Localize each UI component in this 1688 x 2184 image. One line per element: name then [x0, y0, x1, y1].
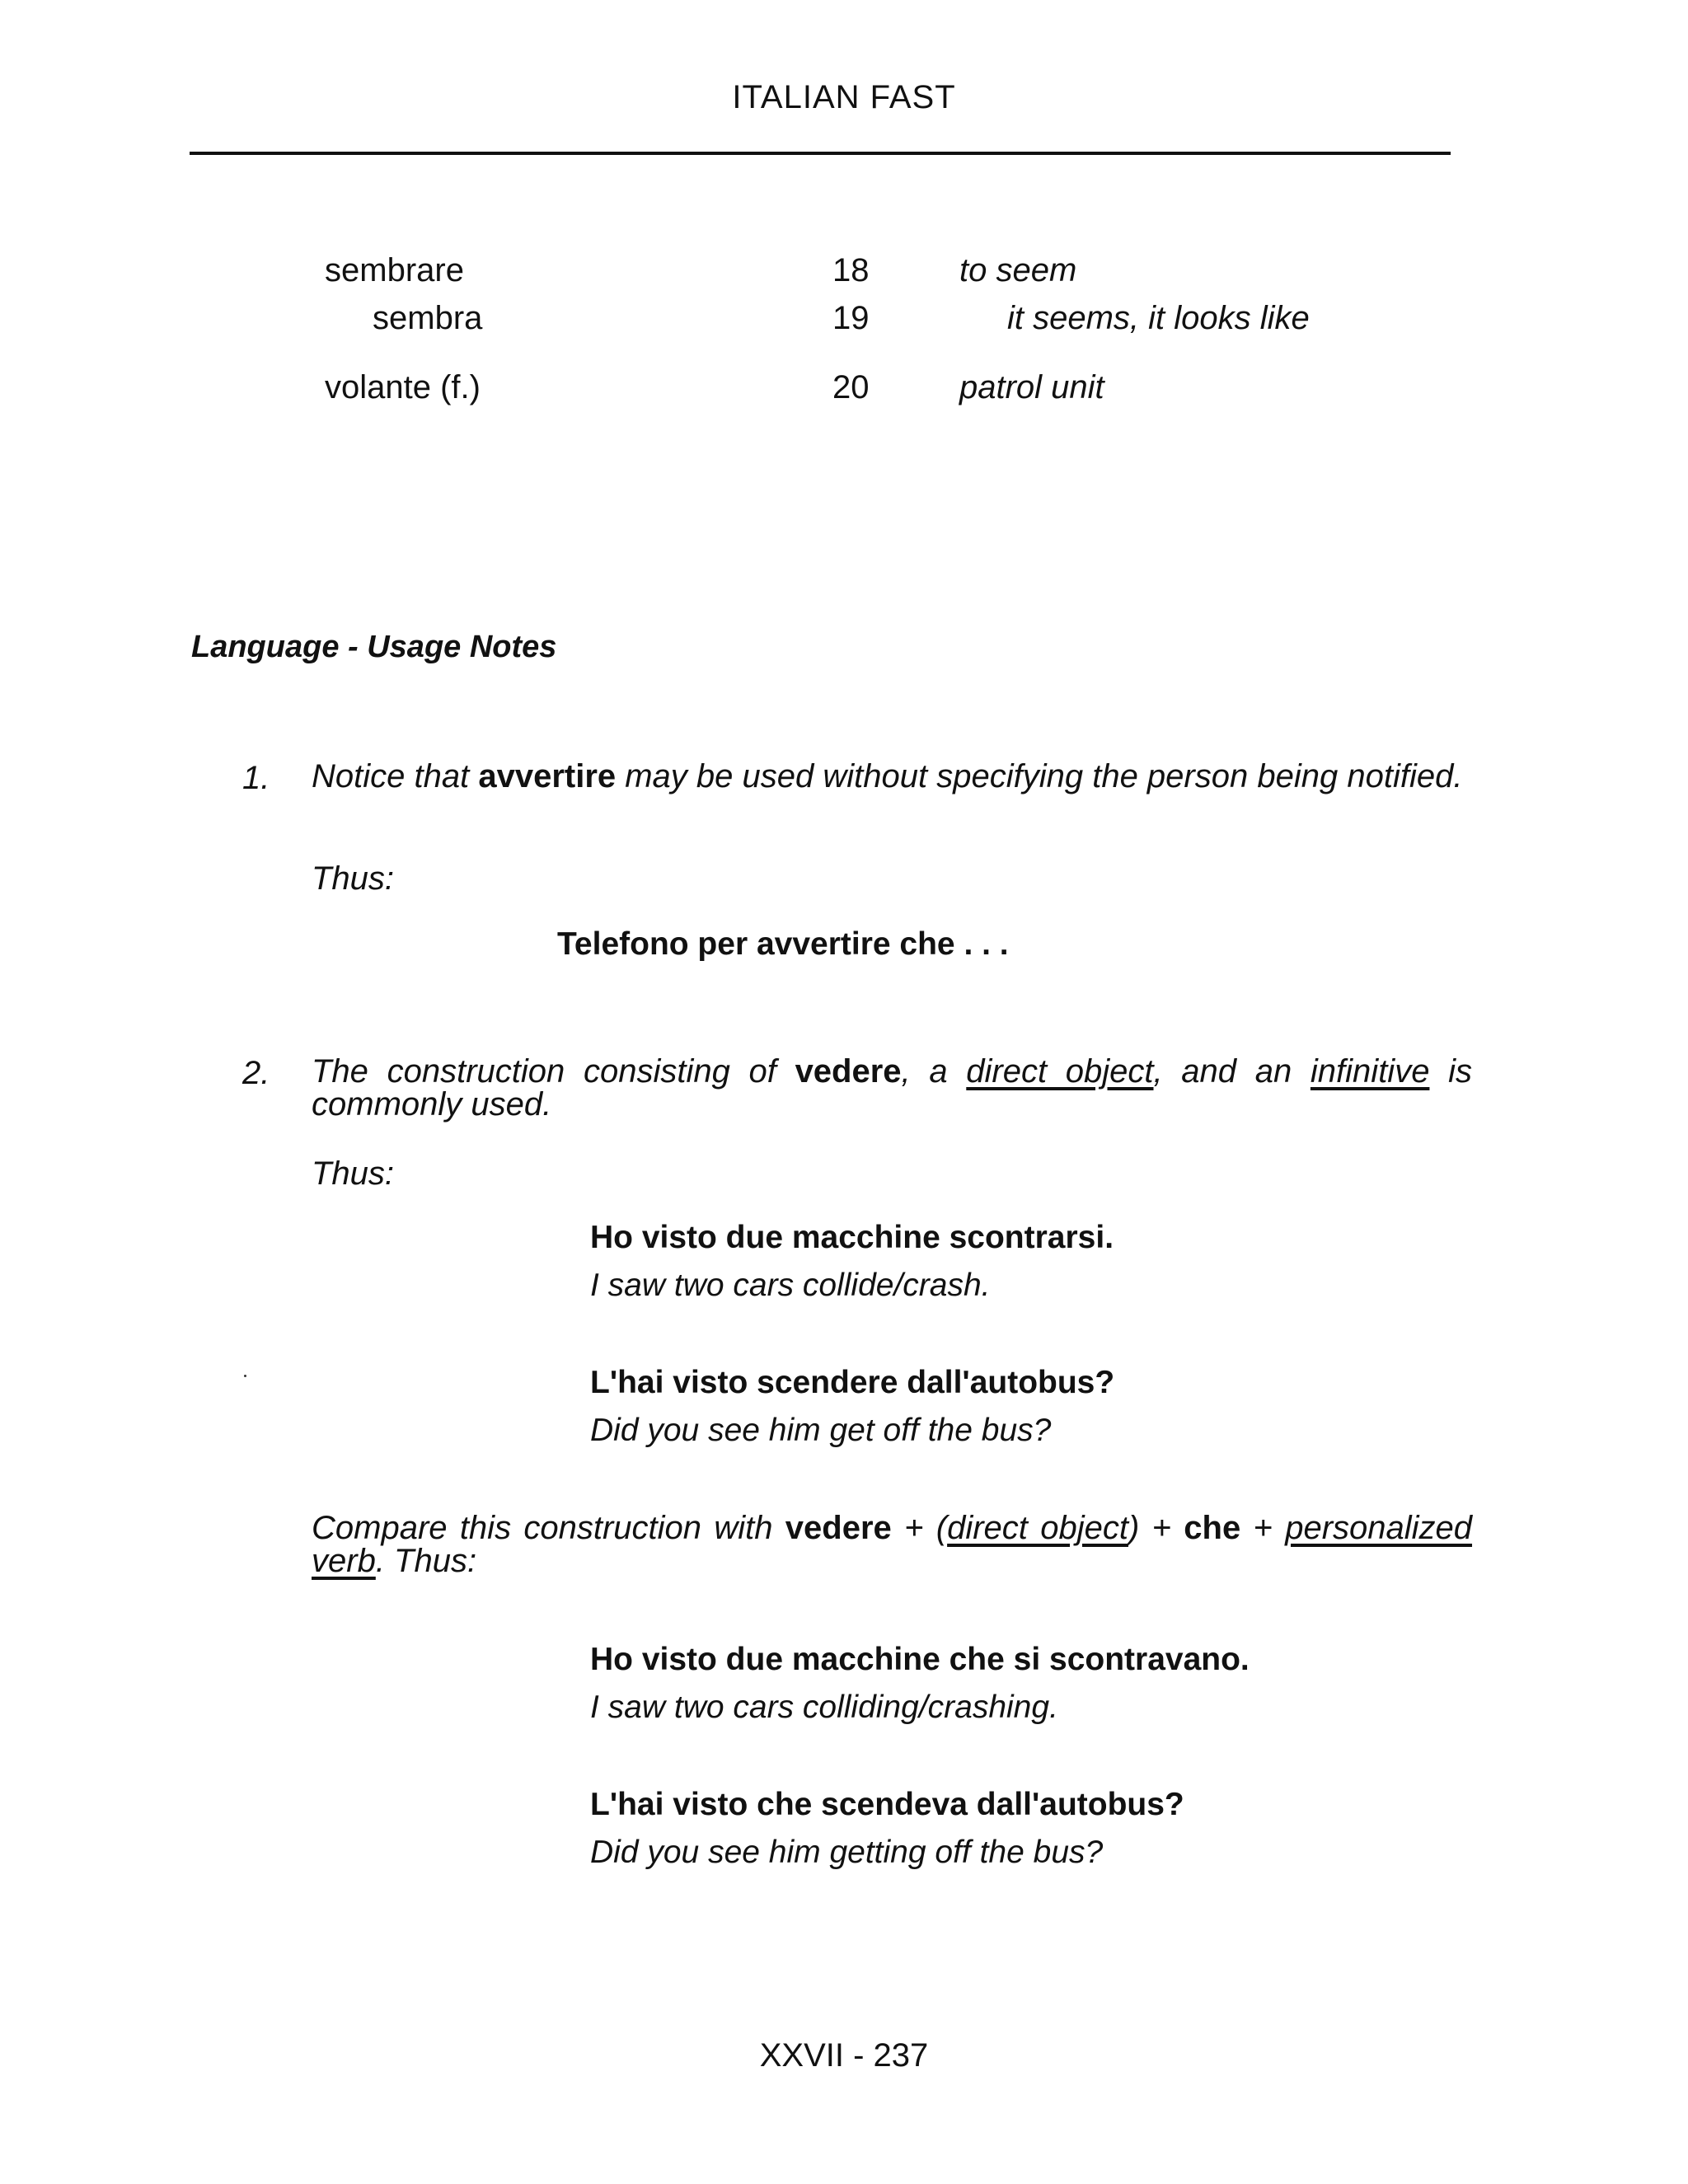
example-english: Did you see him get off the bus?	[590, 1413, 1052, 1448]
note-text-part: + (	[891, 1510, 948, 1546]
note-keyword: vedere	[785, 1510, 892, 1546]
vocab-row	[0, 369, 1688, 410]
vocab-italian: volante (f.)	[325, 369, 481, 405]
vocab-english: it seems, it looks like	[1007, 300, 1310, 336]
vocab-number: 19	[832, 300, 870, 336]
note-keyword: vedere	[795, 1053, 902, 1090]
note-underlined-term: infinitive	[1310, 1053, 1430, 1090]
note-text-part: is commonly used.	[312, 1053, 1473, 1122]
note-text-part: Compare this construction with	[312, 1510, 785, 1546]
vocab-italian: sembrare	[325, 252, 464, 288]
note-text-part: +	[1240, 1510, 1286, 1546]
thus-label: Thus:	[312, 1155, 395, 1192]
header-rule	[190, 152, 1451, 155]
page-header-title: ITALIAN FAST	[732, 79, 956, 115]
note-underlined-term: direct object	[966, 1053, 1154, 1090]
example-english: Did you see him getting off the bus?	[590, 1835, 1104, 1870]
vocab-italian: sembra	[373, 300, 483, 336]
example-italian: Telefono per avvertire che . . .	[557, 926, 1009, 962]
scan-speck	[244, 1375, 246, 1377]
note-text-part: Notice that	[312, 758, 479, 794]
note-keyword: che	[1184, 1510, 1241, 1546]
note-keyword: avvertire	[478, 758, 617, 794]
note-text	[312, 760, 1472, 793]
note-underlined-term: personalized verb	[312, 1510, 1473, 1579]
vocab-number: 18	[832, 252, 870, 288]
note-text-part: , and an	[1153, 1053, 1311, 1090]
example-italian: L'hai visto che scendeva dall'autobus?	[590, 1787, 1184, 1822]
example-english: I saw two cars colliding/crashing.	[590, 1690, 1058, 1725]
vocab-row	[0, 252, 1688, 293]
thus-label: Thus:	[312, 860, 395, 897]
example-italian: L'hai visto scendere dall'autobus?	[590, 1365, 1115, 1400]
note-text-part: , a	[901, 1053, 967, 1090]
note-underlined-term: direct object	[947, 1510, 1128, 1546]
note-text	[312, 1055, 1472, 1121]
note-text-part: ) +	[1128, 1510, 1184, 1546]
note-text-part: The construction consisting of	[312, 1053, 795, 1090]
example-english: I saw two cars collide/crash.	[590, 1268, 991, 1303]
note-number: 1.	[242, 760, 270, 796]
vocab-row	[0, 300, 1688, 341]
compare-text	[312, 1511, 1472, 1577]
page-number: XXVII - 237	[759, 2037, 929, 2074]
section-heading: Language - Usage Notes	[191, 630, 557, 664]
note-text-part: . Thus:	[375, 1543, 477, 1579]
example-italian: Ho visto due macchine che si scontravano.	[590, 1642, 1250, 1677]
vocab-number: 20	[832, 369, 870, 405]
vocab-english: to seem	[959, 252, 1077, 288]
vocab-english: patrol unit	[959, 369, 1104, 405]
note-number: 2.	[242, 1055, 270, 1091]
example-italian: Ho visto due macchine scontrarsi.	[590, 1220, 1114, 1255]
note-text-part: may be used without specifying the person being notified.	[616, 758, 1463, 794]
